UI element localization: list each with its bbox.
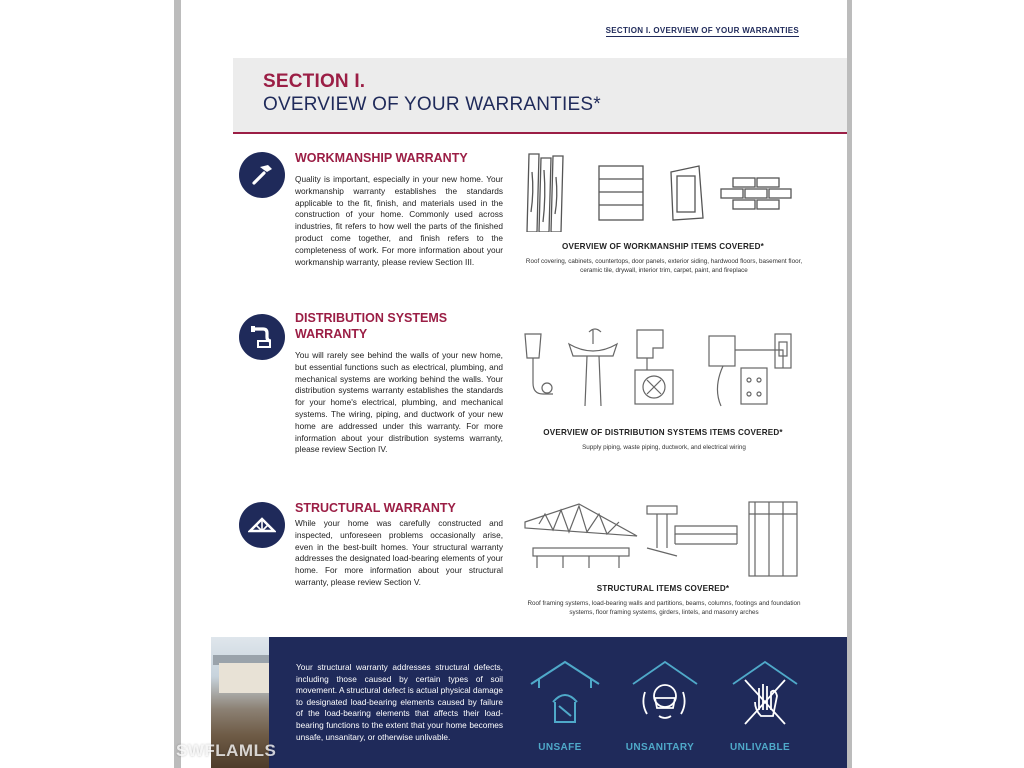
workmanship-items: Roof covering, cabinets, countertops, door panels, exterior siding, hardwood floors, basement floor, ceramic tile, drywall, interior trim, carpet, paint, and fireplace bbox=[525, 258, 803, 274]
unlivable-icon bbox=[725, 658, 805, 738]
unsanitary-label: UNSANITARY bbox=[625, 742, 695, 753]
structural-illustration bbox=[523, 500, 813, 580]
structural-caption: STRUCTURAL ITEMS COVERED* bbox=[596, 584, 730, 593]
workmanship-body: Quality is important, especially in your new home. Your workmanship warranty establishes the standards applicable to the fit, finish, and materials used in the construction of your home. Commonly used across industries, fit refers to how well the parts of the finished product come together, and finish refers to the completeness of work. For more information about your workmanship warranty, please review Section III. bbox=[295, 174, 503, 267]
unsafe-label: UNSAFE bbox=[538, 742, 582, 753]
truss-icon bbox=[239, 502, 285, 548]
structural-items: Roof framing systems, load-bearing walls and partitions, beams, columns, footings and foundation systems, floor framing systems, girders, lintels, and masonry arches bbox=[527, 600, 801, 616]
unsafe-icon bbox=[525, 658, 605, 738]
distribution-caption: OVERVIEW OF DISTRIBUTION SYSTEMS ITEMS COVERED* bbox=[543, 428, 783, 437]
structural-title: STRUCTURAL WARRANTY bbox=[295, 501, 456, 515]
distribution-section bbox=[233, 310, 852, 480]
workmanship-section bbox=[233, 150, 852, 300]
section-title: OVERVIEW OF YOUR WARRANTIES* bbox=[263, 94, 601, 115]
distribution-body: You will rarely see behind the walls of your new home, but essential functions such as electrical, plumbing, and mechanical systems are working behind the walls. Your distribution systems warranty establishes the standards for your home's electrical, plumbing, and mechanical systems. The wiring, piping, and ductwork of your new home are addressed under this warranty. For more information about your distribution systems warranty, please review Section IV. bbox=[295, 350, 503, 455]
distribution-items: Supply piping, waste piping, ductwork, and electrical wiring bbox=[582, 444, 746, 451]
structural-section bbox=[233, 500, 852, 630]
running-head: SECTION I. OVERVIEW OF YOUR WARRANTIES bbox=[605, 26, 799, 35]
watermark: SWFLAMLS bbox=[176, 741, 277, 760]
section-label: SECTION I. bbox=[263, 71, 366, 92]
workmanship-illustration bbox=[523, 152, 803, 232]
hammer-icon bbox=[239, 152, 285, 198]
workmanship-caption: OVERVIEW OF WORKMANSHIP ITEMS COVERED* bbox=[561, 242, 765, 251]
pipe-icon bbox=[239, 314, 285, 360]
workmanship-title: WORKMANSHIP WARRANTY bbox=[295, 151, 468, 165]
unlivable-label: UNLIVABLE bbox=[729, 742, 791, 753]
distribution-illustration bbox=[523, 328, 813, 412]
structural-body: While your home was carefully constructed and inspected, unforeseen problems occasionally arise, even in the best-built homes. Your structural warranty addresses the designated load-bearing elements of your home. For more information about your structural warranty, please review Section V. bbox=[295, 518, 503, 587]
unsanitary-icon bbox=[625, 658, 705, 738]
document-page bbox=[174, 0, 852, 768]
section-heading-band bbox=[233, 58, 852, 134]
distribution-title: DISTRIBUTION SYSTEMS WARRANTY bbox=[295, 311, 448, 341]
banner-text: Your structural warranty addresses structural defects, including those caused by certain types of soil movement. A structural defect is actual physical damage to designated load-bearing elements caused by failure of the load-bearing elements that affects their load-bearing functions to the extent that your home becomes unsafe, unsanitary, or otherwise unlivable. bbox=[296, 662, 503, 742]
